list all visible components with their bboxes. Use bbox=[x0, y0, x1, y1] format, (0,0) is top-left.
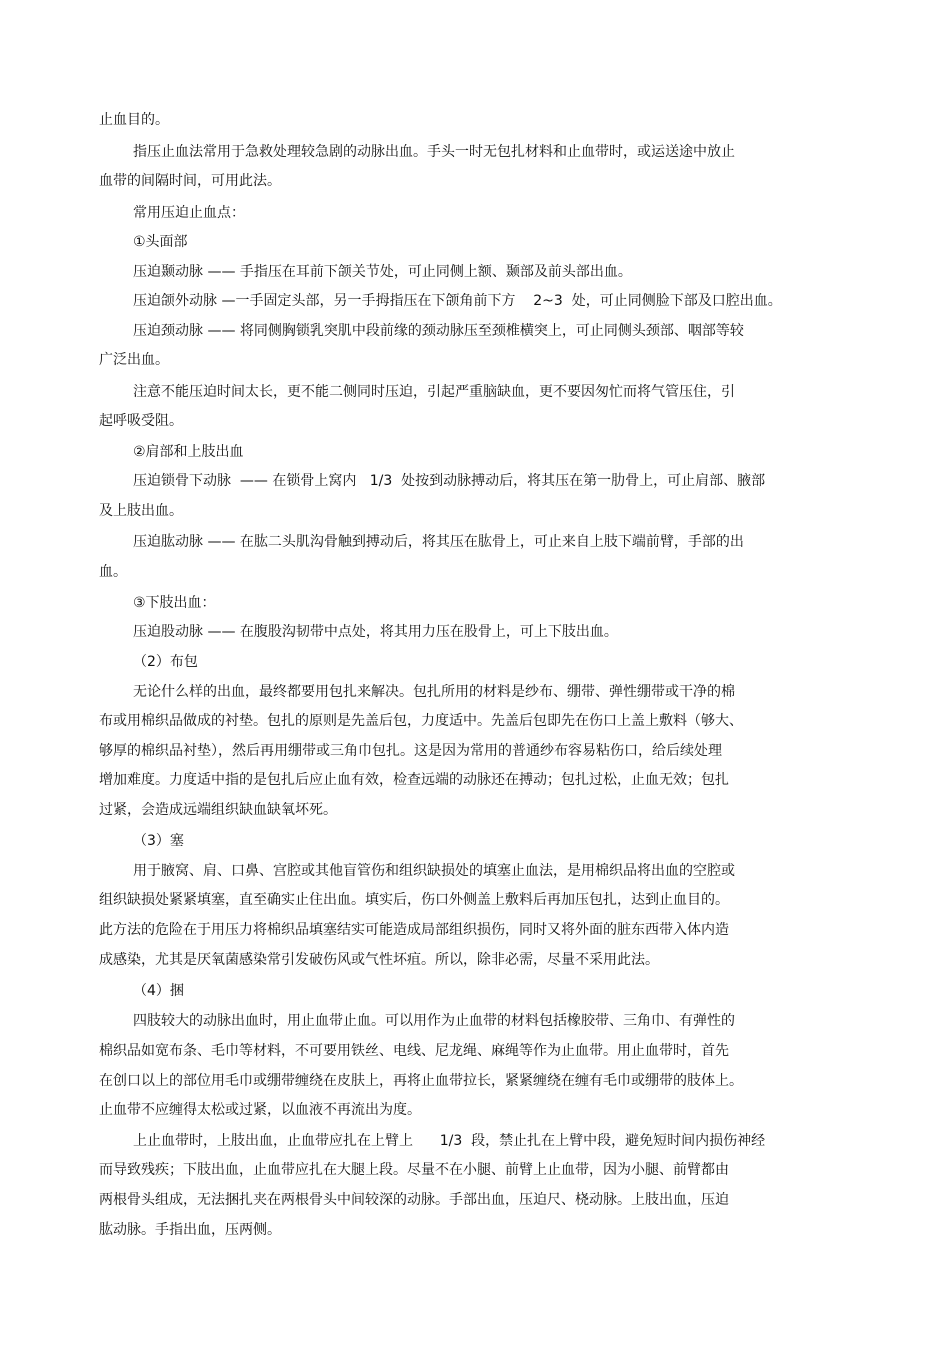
text-line: 布或用棉织品做成的衬垫。包扎的原则是先盖后包，力度适中。先盖后包即先在伤口上盖上敷料（够大、 bbox=[99, 713, 743, 729]
text-line: 增加难度。力度适中指的是包扎后应止血有效，检查远端的动脉还在搏动；包扎过松，止血无效；包扎 bbox=[99, 772, 729, 788]
text-line: 过紧，会造成远端组织缺血缺氧坏死。 bbox=[99, 802, 337, 818]
text-line: ③下肢出血： bbox=[133, 595, 216, 611]
text-line: ②肩部和上肢出血 bbox=[133, 444, 244, 460]
text-line: 止血目的。 bbox=[99, 112, 169, 128]
text-line: 用于腋窝、肩、口鼻、宫腔或其他盲管伤和组织缺损处的填塞止血法，是用棉织品将出血的空腔或 bbox=[133, 863, 735, 879]
text-line: 而导致残疾；下肢出血，止血带应扎在大腿上段。尽量不在小腿、前臂上止血带，因为小腿、前臂都由 bbox=[99, 1162, 729, 1178]
text-line: 止血带不应缠得太松或过紧，以血液不再流出为度。 bbox=[99, 1102, 421, 1118]
text-line: 两根骨头组成，无法捆扎夹在两根骨头中间较深的动脉。手部出血，压迫尺、桡动脉。上肢出血，压迫 bbox=[99, 1192, 729, 1208]
text-line: 广泛出血。 bbox=[99, 352, 169, 368]
text-line: 成感染，尤其是厌氧菌感染常引发破伤风或气性坏疽。所以，除非必需，尽量不采用此法。 bbox=[99, 952, 659, 968]
text-line: ①头面部 bbox=[133, 234, 188, 250]
text-line: 此方法的危险在于用压力将棉织品填塞结实可能造成局部组织损伤，同时又将外面的脏东西带入体内造 bbox=[99, 922, 729, 938]
text-line: 压迫股动脉 —— 在腹股沟韧带中点处，将其用力压在股骨上，可上下肢出血。 bbox=[133, 624, 618, 640]
text-line: 在创口以上的部位用毛巾或绷带缠绕在皮肤上，再将止血带拉长，紧紧缠绕在缠有毛巾或绷带的肢体上。 bbox=[99, 1073, 743, 1089]
text-line: 无论什么样的出血，最终都要用包扎来解决。包扎所用的材料是纱布、绷带、弹性绷带或干净的棉 bbox=[133, 684, 735, 700]
text-line: 注意不能压迫时间太长，更不能二侧同时压迫，引起严重脑缺血，更不要因匆忙而将气管压住，引 bbox=[133, 384, 735, 400]
text-line: 压迫锁骨下动脉 —— 在锁骨上窝内 1/3 处按到动脉搏动后，将其压在第一肋骨上，可止肩部、腋部 bbox=[133, 473, 766, 489]
text-line: 血带的间隔时间，可用此法。 bbox=[99, 173, 281, 189]
section-heading: （2）布包 bbox=[133, 654, 198, 670]
text-line: 上止血带时，上肢出血，止血带应扎在上臂上 1/3 段，禁止扎在上臂中段，避免短时间内损伤神经 bbox=[133, 1133, 766, 1149]
text-line: 够厚的棉织品衬垫），然后再用绷带或三角巾包扎。这是因为常用的普通纱布容易粘伤口，给后续处理 bbox=[99, 743, 722, 759]
text-line: 压迫颞动脉 —— 手指压在耳前下颌关节处，可止同侧上额、颞部及前头部出血。 bbox=[133, 264, 632, 280]
text-line: 压迫颈动脉 —— 将同侧胸锁乳突肌中段前缘的颈动脉压至颈椎横突上，可止同侧头颈部、咽部等较 bbox=[133, 323, 744, 339]
text-line: 及上肢出血。 bbox=[99, 503, 183, 519]
text-line: 常用压迫止血点： bbox=[133, 205, 245, 221]
text-line: 血。 bbox=[99, 564, 127, 580]
text-line: 四肢较大的动脉出血时，用止血带止血。可以用作为止血带的材料包括橡胶带、三角巾、有弹性的 bbox=[133, 1013, 735, 1029]
text-line: 棉织品如宽布条、毛巾等材料，不可要用铁丝、电线、尼龙绳、麻绳等作为止血带。用止血带时，首先 bbox=[99, 1043, 729, 1059]
text-line: 指压止血法常用于急救处理较急剧的动脉出血。手头一时无包扎材料和止血带时，或运送途中放止 bbox=[133, 144, 735, 160]
text-line: 压迫肱动脉 —— 在肱二头肌沟骨触到搏动后，将其压在肱骨上，可止来自上肢下端前臂，手部的出 bbox=[133, 534, 744, 550]
section-heading: （4）捆 bbox=[133, 983, 184, 999]
text-line: 压迫颌外动脉 —一手固定头部，另一手拇指压在下颌角前下方 2~3 处，可止同侧脸下部及口腔出血。 bbox=[133, 293, 782, 309]
text-line: 组织缺损处紧紧填塞，直至确实止住出血。填实后，伤口外侧盖上敷料后再加压包扎，达到止血目的。 bbox=[99, 892, 729, 908]
text-line: 肱动脉。手指出血，压两侧。 bbox=[99, 1222, 281, 1238]
section-heading: （3）塞 bbox=[133, 833, 184, 849]
text-line: 起呼吸受阻。 bbox=[99, 413, 183, 429]
